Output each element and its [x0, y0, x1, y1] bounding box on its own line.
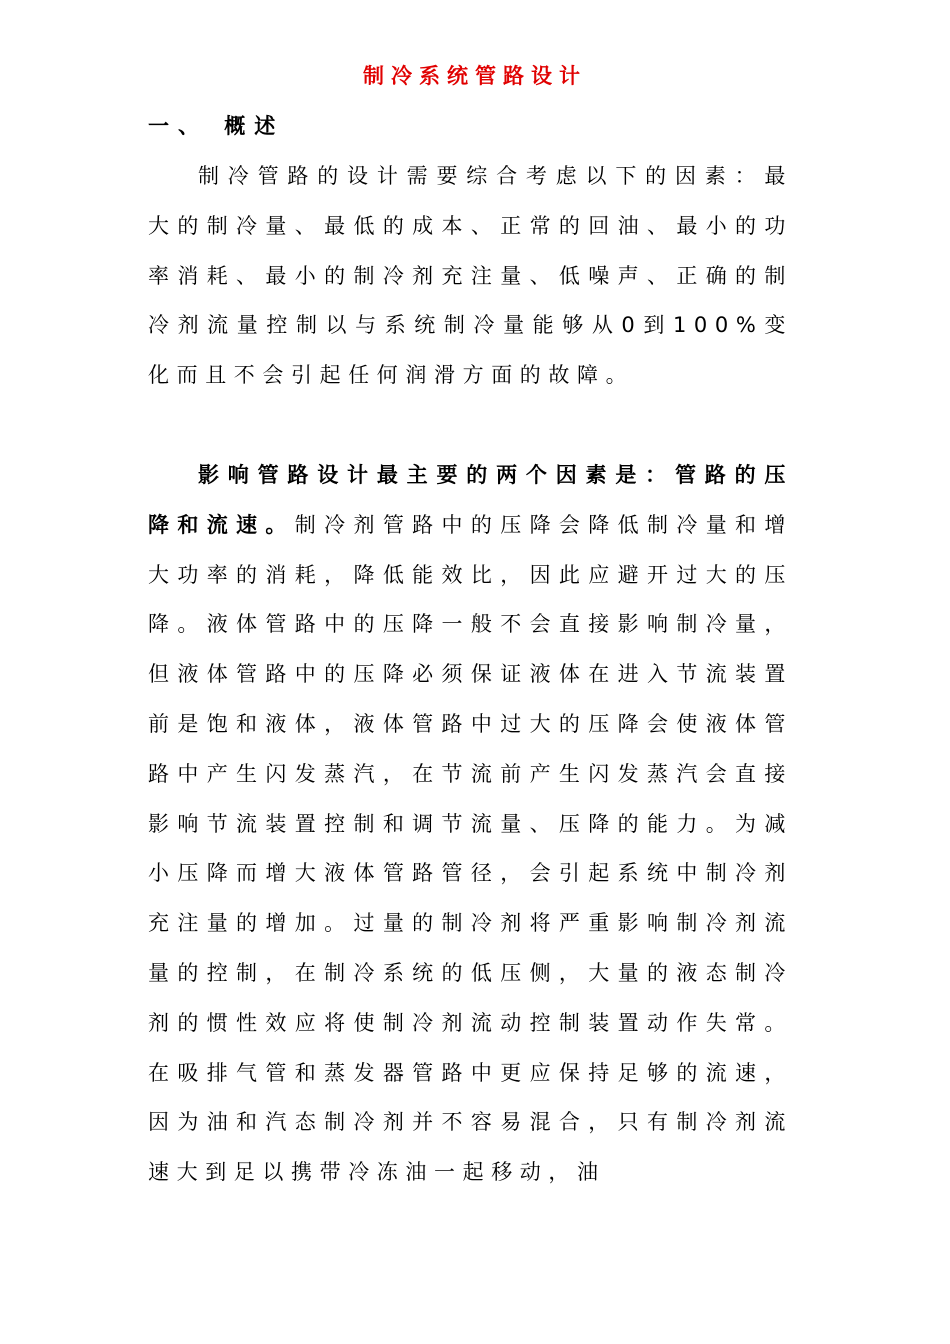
paragraph-factors-emphasis: 影响管路设计最主要的两个因素是：管路的压降和流速。 — [148, 463, 793, 537]
document-title: 制冷系统管路设计 — [363, 64, 587, 88]
paragraph-factors-body: 制冷剂管路中的压降会降低制冷量和增大功率的消耗，降低能效比，因此应避开过大的压降。液体管路中的压降一般不会直接影响制冷量，但液体管路中的压降必须保证液体在进入节流装置前是饱和液体，液体管路中过大的压降会使液体管路中产生闪发蒸汽，在节流前产生闪发蒸汽会直接影响节流装置控制和调节流量、压降的能力。为减小压降而增大液体管路管径，会引起系统中制冷剂充注量的增加。过量的制冷剂将严重影响制冷剂流量的控制，在制冷系统的低压侧，大量的液态制冷剂的惯性效应将使制冷剂流动控制装置动作失常。在吸排气管和蒸发器管路中更应保持足够的流速，因为油和汽态制冷剂并不容易混合，只有制冷剂流速大到足以携带冷冻油一起移动，油 — [148, 512, 793, 1185]
section-heading: 一、 概述 — [148, 114, 285, 138]
paragraph-factors — [148, 451, 793, 1198]
paragraph-overview: 制冷管路的设计需要综合考虑以下的因素：最大的制冷量、最低的成本、正常的回油、最小的功率消耗、最小的制冷剂充注量、低噪声、正确的制冷剂流量控制以与系统制冷量能够从0到100%变化而且不会引起任何润滑方面的故障。 — [148, 164, 793, 388]
